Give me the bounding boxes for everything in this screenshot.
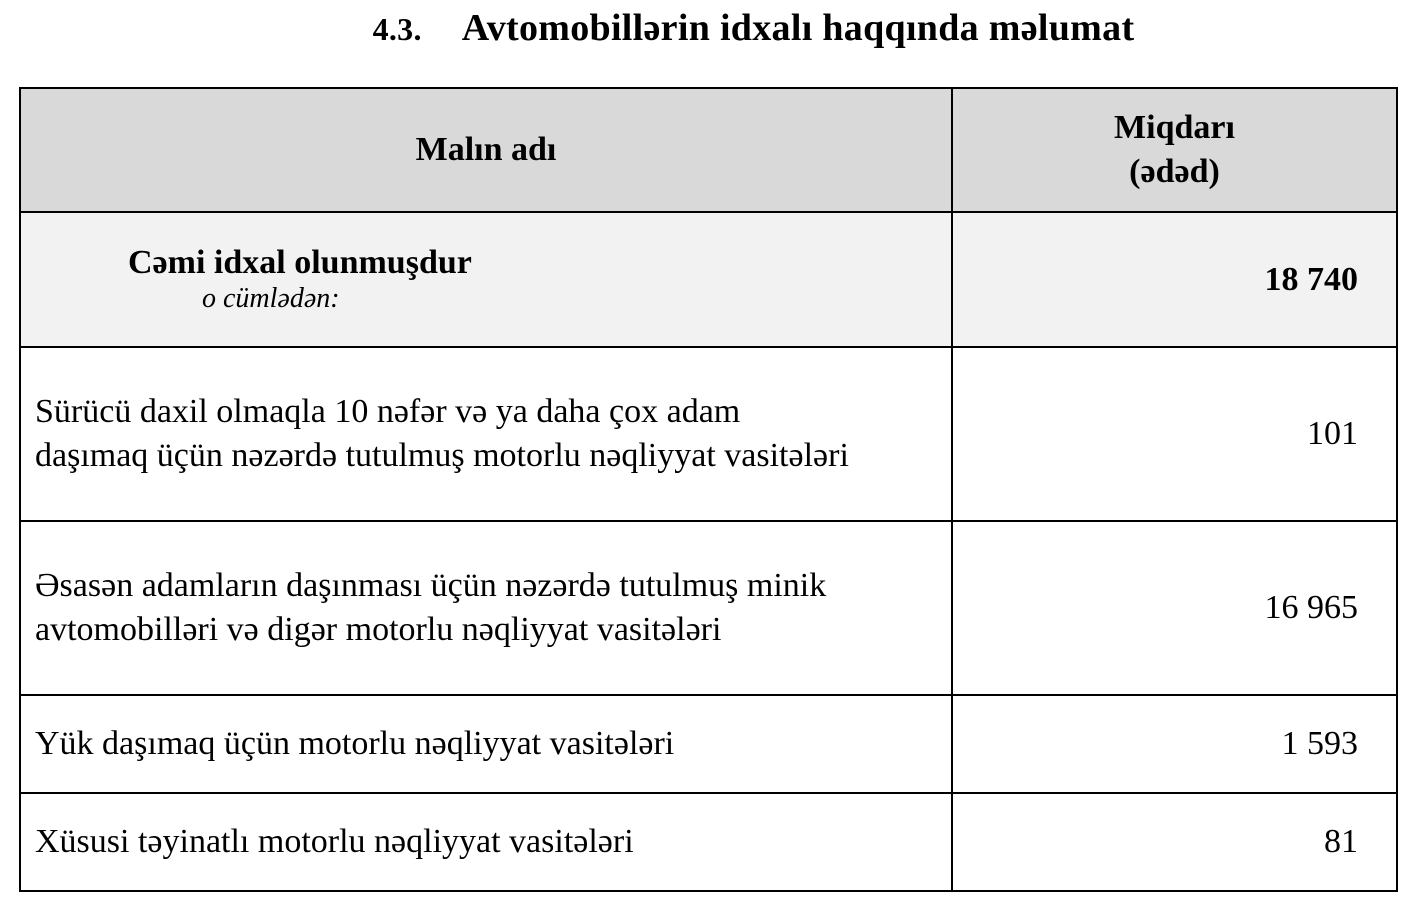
row-label — [20, 521, 952, 695]
row-label-line: Əsasən adamların daşınması üçün nəzərdə tutulmuş minik — [35, 567, 827, 604]
table-header-row — [20, 88, 1397, 212]
row-label — [20, 347, 952, 521]
header-quantity-label: Miqdarı — [1114, 109, 1235, 146]
section-number: 4.3. — [372, 11, 422, 47]
table-row — [20, 347, 1397, 521]
row-label-line: daşımaq üçün nəzərdə tutulmuş motorlu nəqliyyat vasitələri — [35, 437, 849, 474]
table-row — [20, 793, 1397, 891]
header-product-name: Malın adı — [20, 88, 952, 212]
page-title — [0, 6, 1427, 50]
row-label-line: avtomobilləri və digər motorlu nəqliyyat vasitələri — [35, 611, 722, 648]
row-label-line: Sürücü daxil olmaqla 10 nəfər və ya daha çox adam — [35, 393, 741, 430]
row-value: 1 593 — [952, 695, 1397, 793]
row-label: Xüsusi təyinatlı motorlu nəqliyyat vasitələri — [20, 793, 952, 891]
total-label: Cəmi idxal olunmuşdur — [128, 243, 472, 281]
section-title: Avtomobillərin idxalı haqqında məlumat — [461, 7, 1135, 49]
total-sublabel: o cümlədən: — [202, 282, 340, 314]
row-label: Yük daşımaq üçün motorlu nəqliyyat vasitələri — [20, 695, 952, 793]
total-value: 18 740 — [952, 212, 1397, 347]
total-label-cell — [20, 212, 952, 347]
row-value: 101 — [952, 347, 1397, 521]
row-value: 81 — [952, 793, 1397, 891]
header-quantity — [952, 88, 1397, 212]
header-quantity-unit: (ədəd) — [1129, 153, 1220, 190]
import-table — [19, 87, 1398, 892]
table-row — [20, 695, 1397, 793]
row-value: 16 965 — [952, 521, 1397, 695]
total-row — [20, 212, 1397, 347]
table-row — [20, 521, 1397, 695]
